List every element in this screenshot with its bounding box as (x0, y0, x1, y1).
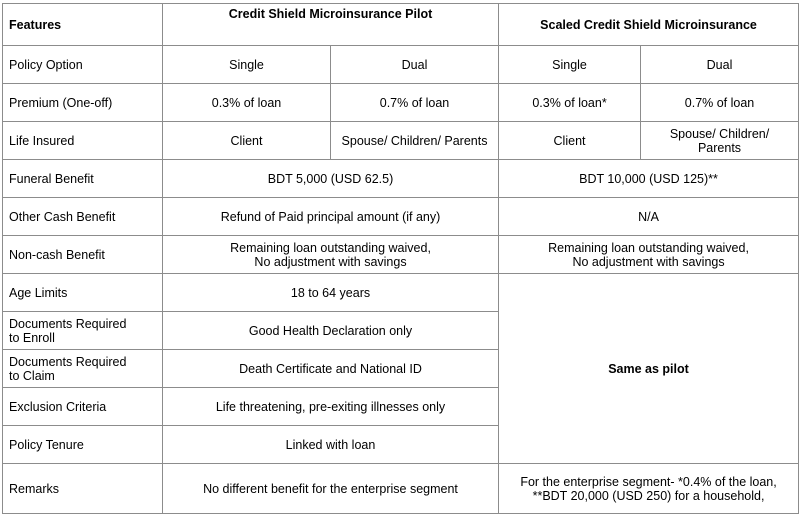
cell-value (163, 236, 499, 274)
row-label: Policy Option (3, 46, 163, 84)
cell-value: Dual (641, 46, 799, 84)
cell-line: No adjustment with savings (254, 254, 407, 269)
cell-value (499, 236, 799, 274)
cell-value: Single (163, 46, 331, 84)
row-label: Life Insured (3, 122, 163, 160)
cell-value: 0.3% of loan (163, 84, 331, 122)
cell-value: No different benefit for the enterprise segment (163, 464, 499, 514)
table-row (3, 84, 799, 122)
cell-value: 0.7% of loan (331, 84, 499, 122)
cell-line: No adjustment with savings (572, 254, 725, 269)
cell-value: For the enterprise segment- *0.4% of the loan, **BDT 20,000 (USD 250) for a household, (499, 464, 799, 514)
table-row (3, 274, 799, 312)
table-row (3, 236, 799, 274)
cell-value: Client (499, 122, 641, 160)
cell-value: Client (163, 122, 331, 160)
cell-line: Remaining loan outstanding waived, (230, 240, 431, 255)
table-row (3, 46, 799, 84)
row-label: Exclusion Criteria (3, 388, 163, 426)
cell-value: Spouse/ Children/ Parents (331, 122, 499, 160)
row-label: Funeral Benefit (3, 160, 163, 198)
header-scaled: Scaled Credit Shield Microinsurance (499, 4, 799, 46)
row-label (3, 312, 163, 350)
header-row (3, 4, 799, 46)
row-label: Remarks (3, 464, 163, 514)
row-label: Policy Tenure (3, 426, 163, 464)
same-as-pilot-cell: Same as pilot (499, 274, 799, 464)
cell-line: Remaining loan outstanding waived, (548, 240, 749, 255)
row-label: Age Limits (3, 274, 163, 312)
cell-value: Good Health Declaration only (163, 312, 499, 350)
header-pilot: Credit Shield Microinsurance Pilot (163, 4, 499, 46)
cell-value: Linked with loan (163, 426, 499, 464)
row-label: Premium (One-off) (3, 84, 163, 122)
row-label-line: to Claim (9, 368, 55, 383)
row-label-line: Documents Required (9, 354, 127, 369)
row-label: Non-cash Benefit (3, 236, 163, 274)
table-row (3, 160, 799, 198)
cell-value: 18 to 64 years (163, 274, 499, 312)
cell-value: 0.3% of loan* (499, 84, 641, 122)
cell-value: Single (499, 46, 641, 84)
cell-value: Life threatening, pre-exiting illnesses only (163, 388, 499, 426)
cell-value: N/A (499, 198, 799, 236)
cell-value: Death Certificate and National ID (163, 350, 499, 388)
cell-value: Spouse/ Children/ Parents (641, 122, 799, 160)
row-label-line: to Enroll (9, 330, 55, 345)
row-label: Other Cash Benefit (3, 198, 163, 236)
row-label (3, 350, 163, 388)
table-row (3, 122, 799, 160)
row-label-line: Documents Required (9, 316, 127, 331)
cell-value: 0.7% of loan (641, 84, 799, 122)
cell-value: Dual (331, 46, 499, 84)
cell-value: Refund of Paid principal amount (if any) (163, 198, 499, 236)
table-row (3, 464, 799, 514)
header-features: Features (3, 4, 163, 46)
cell-value: BDT 10,000 (USD 125)** (499, 160, 799, 198)
comparison-table (2, 3, 799, 514)
table-row (3, 198, 799, 236)
cell-value: BDT 5,000 (USD 62.5) (163, 160, 499, 198)
